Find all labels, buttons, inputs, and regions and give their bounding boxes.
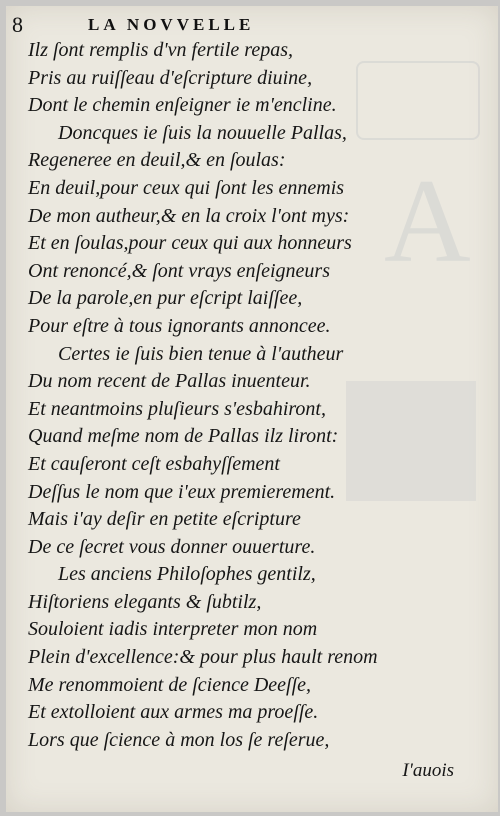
verse-line: Pour eſtre à tous ignorants annoncee. [28, 314, 331, 337]
verse-line: Certes ie ſuis bien tenue à l'autheur [58, 342, 344, 365]
verse-line: En deuil,pour ceux qui ſont les ennemis [28, 176, 345, 199]
verse-line: Ont renoncé,& ſont vrays enſeigneurs [28, 259, 330, 282]
page-number: 8 [12, 12, 23, 37]
verse-line: Doncques ie ſuis la nouuelle Pallas, [58, 121, 347, 144]
verse-line: Deſſus le nom que i'eux premierement. [28, 480, 336, 503]
verse-line: Et cauſeront ceſt esbahyſſement [28, 452, 280, 475]
verse-line: De la parole,en pur eſcript laiſſee, [28, 287, 303, 310]
poem-text [28, 37, 478, 754]
verse-line: De mon autheur,& en la croix l'ont mys: [28, 204, 350, 227]
verse-line: Quand meſme nom de Pallas ilz liront: [28, 425, 339, 448]
running-title: LA NOVVELLE [88, 15, 255, 34]
verse-line: Les anciens Philoſophes gentilz, [58, 563, 316, 586]
verse-line: Plein d'excellence:& pour plus hault renom [28, 646, 378, 669]
verse-line: Et en ſoulas,pour ceux qui aux honneurs [28, 232, 352, 255]
verse-line: Hiſtoriens elegants & ſubtilz, [28, 590, 262, 613]
verse-line: Lors que ſcience à mon los ſe reſerue, [28, 728, 330, 751]
verse-line: Me renommoient de ſcience Deeſſe, [28, 673, 312, 696]
verse-line: Mais i'ay deſir en petite eſcripture [28, 508, 301, 531]
verse-line: Et neantmoins pluſieurs s'esbahiront, [28, 397, 326, 420]
verse-line: De ce ſecret vous donner ouuerture. [28, 535, 316, 558]
show-through-initial: A [384, 154, 471, 287]
verse-line: Souloient iadis interpreter mon nom [28, 618, 318, 641]
verse-line: Dont le chemin enſeigner ie m'encline. [28, 94, 337, 117]
catchword: I'auois [402, 760, 454, 781]
verse-line: Regeneree en deuil,& en ſoulas: [28, 149, 286, 172]
verse-line: Et extolloient aux armes ma proeſſe. [28, 701, 319, 724]
verse-line: Du nom recent de Pallas inuenteur. [28, 370, 311, 393]
verse-line: Ilz ſont remplis d'vn fertile repas, [28, 39, 293, 61]
verse-line: Pris au ruiſſeau d'eſcripture diuine, [28, 66, 313, 89]
